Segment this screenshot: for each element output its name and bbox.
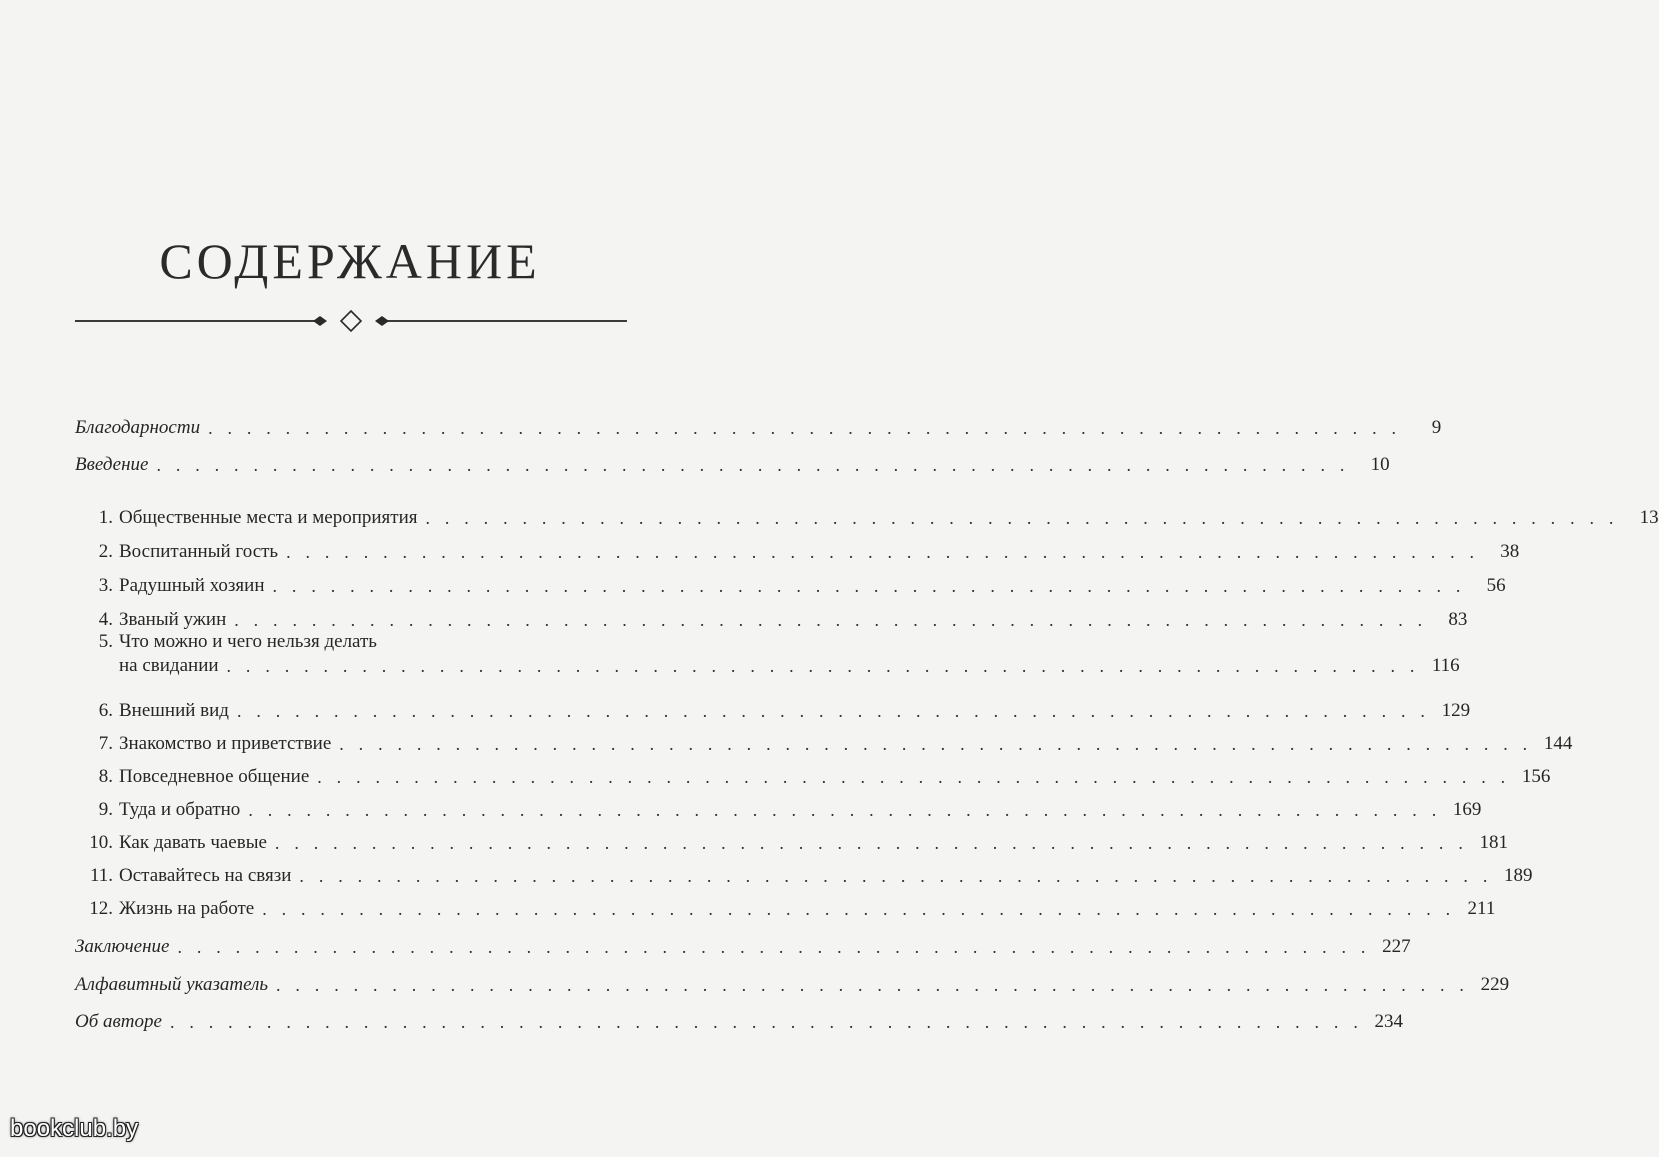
- dot-leader: . . . . . . . . . . . . . . . . . . . . . . . . . . . . . . . . . . . . . . . . . . . . . . . . . . . . . . . . . . . . . .: [274, 833, 1469, 853]
- dot-leader: . . . . . . . . . . . . . . . . . . . . . . . . . . . . . . . . . . . . . . . . . . . . . . . . . . . . . . . . . . . . . .: [286, 542, 1480, 562]
- dot-leader: . . . . . . . . . . . . . . . . . . . . . . . . . . . . . . . . . . . . . . . . . . . . . . . . . . . . . . . . . . . . . .: [276, 975, 1470, 995]
- toc-entry-chapter-3[interactable]: [75, 568, 1506, 598]
- toc-entry-page: 56: [1486, 575, 1506, 596]
- toc-entry-page: 169: [1452, 799, 1482, 820]
- toc-entry-chapter-11[interactable]: [75, 858, 1533, 888]
- chapter-number: 12.: [89, 898, 113, 919]
- dot-leader: . . . . . . . . . . . . . . . . . . . . . . . . . . . . . . . . . . . . . . . . . . . . . . . . . . . . . . . . . . . . . .: [208, 418, 1402, 438]
- chapter-number: 11.: [89, 865, 113, 886]
- chapter-number: 2.: [98, 541, 113, 562]
- chapter-number: 1.: [98, 507, 113, 528]
- toc-entry-chapter-2[interactable]: [75, 534, 1520, 564]
- toc-entry-chapter-8[interactable]: [75, 759, 1551, 789]
- chapter-title: Радушный хозяин: [119, 575, 265, 596]
- chapter-title: Воспитанный гость: [119, 541, 279, 562]
- chapter-number: 6.: [98, 700, 113, 721]
- toc-entry-label: [75, 699, 237, 723]
- toc-entry-page: 227: [1382, 936, 1411, 957]
- toc-entry-page: 189: [1504, 865, 1533, 886]
- toc-entry-label: [75, 831, 275, 855]
- toc-entry-label: [75, 864, 299, 888]
- dot-leader: . . . . . . . . . . . . . . . . . . . . . . . . . . . . . . . . . . . . . . . . . . . . . . . . . . . . . . . . . . . . . .: [272, 576, 1466, 596]
- toc-entry-label: [75, 798, 248, 822]
- chapter-number: 8.: [98, 766, 113, 787]
- toc-entry-label: [75, 897, 262, 921]
- toc-entry-chapter-12[interactable]: [75, 891, 1496, 921]
- dot-leader: . . . . . . . . . . . . . . . . . . . . . . . . . . . . . . . . . . . . . . . . . . . . . . . . . . . . . . . . . . . . . .: [299, 866, 1493, 886]
- toc-entry-page: 10: [1370, 454, 1390, 475]
- toc-entry-label: [75, 574, 273, 598]
- chapter-title: Общественные места и мероприятия: [119, 507, 418, 528]
- toc-entry-page: 116: [1431, 655, 1460, 676]
- chapter-title-continuation: на свидании: [119, 655, 219, 676]
- toc-entry-about-author[interactable]: [75, 1004, 1404, 1034]
- toc-entry-page: 13: [1639, 507, 1659, 528]
- toc-entry-page: 9: [1431, 417, 1442, 438]
- toc-entry-label: [75, 540, 286, 564]
- toc-entry-chapter-6[interactable]: [75, 693, 1471, 723]
- toc-entry-page: 229: [1480, 974, 1510, 995]
- chapter-number: 3.: [98, 575, 113, 596]
- toc-entry-label: Благодарности: [75, 417, 201, 438]
- toc-entry-label: [75, 506, 425, 530]
- chapter-number: 4.: [98, 609, 113, 630]
- dot-leader: . . . . . . . . . . . . . . . . . . . . . . . . . . . . . . . . . . . . . . . . . . . . . . . . . . . . . . . . . . . . . .: [177, 937, 1371, 957]
- toc-entry-label: Алфавитный указатель: [75, 974, 268, 995]
- toc-entry-chapter-1[interactable]: [75, 500, 1659, 530]
- toc-entry-page: 211: [1467, 898, 1496, 919]
- chapter-title: Оставайтесь на связи: [119, 865, 292, 886]
- chapter-number: 7.: [98, 733, 113, 754]
- toc-entry-chapter-9[interactable]: [75, 792, 1482, 822]
- toc-entry-chapter-5[interactable]: [75, 630, 1460, 686]
- toc-entry-conclusion[interactable]: [75, 929, 1411, 959]
- page-title: СОДЕРЖАНИЕ: [159, 233, 541, 289]
- dot-leader: . . . . . . . . . . . . . . . . . . . . . . . . . . . . . . . . . . . . . . . . . . . . . . . . . . . . . . . . . . . . . .: [425, 508, 1619, 528]
- chapter-title: Повседневное общение: [119, 766, 310, 787]
- dot-leader: . . . . . . . . . . . . . . . . . . . . . . . . . . . . . . . . . . . . . . . . . . . . . . . . . . . . . . . . . . . . . .: [234, 610, 1428, 630]
- dot-leader: . . . . . . . . . . . . . . . . . . . . . . . . . . . . . . . . . . . . . . . . . . . . . . . . . . . . . . . . . . . . . .: [169, 1012, 1364, 1032]
- title-ornament-divider: [75, 308, 627, 334]
- toc-entry-page: 156: [1521, 766, 1551, 787]
- toc-entry-introduction[interactable]: [75, 447, 1390, 477]
- toc-entry-index[interactable]: [75, 967, 1510, 997]
- chapter-title: Званый ужин: [119, 609, 227, 630]
- dot-leader: . . . . . . . . . . . . . . . . . . . . . . . . . . . . . . . . . . . . . . . . . . . . . . . . . . . . . . . . . . . . . .: [248, 800, 1442, 820]
- chapter-title: Внешний вид: [119, 700, 229, 721]
- toc-entry-page: 129: [1441, 700, 1471, 721]
- toc-entry-chapter-7[interactable]: [75, 726, 1573, 756]
- site-watermark: bookclub.by: [10, 1115, 139, 1142]
- toc-entry-chapter-4[interactable]: [75, 602, 1468, 632]
- toc-entry-label: Заключение: [75, 936, 170, 957]
- chapter-title: Туда и обратно: [119, 799, 241, 820]
- dot-leader: . . . . . . . . . . . . . . . . . . . . . . . . . . . . . . . . . . . . . . . . . . . . . . . . . . . . . . . . . . . . . .: [262, 899, 1456, 919]
- toc-entry-page: 144: [1543, 733, 1573, 754]
- dot-leader: . . . . . . . . . . . . . . . . . . . . . . . . . . . . . . . . . . . . . . . . . . . . . . . . . . . . . . . . . . . . . .: [236, 701, 1431, 721]
- toc-entry-label: [75, 608, 234, 632]
- chapter-title: Знакомство и приветствие: [119, 733, 332, 754]
- toc-entry-label: Введение: [75, 454, 149, 475]
- chapter-number: 9.: [98, 799, 113, 820]
- chapter-number: 5.: [98, 631, 113, 652]
- dot-leader: . . . . . . . . . . . . . . . . . . . . . . . . . . . . . . . . . . . . . . . . . . . . . . . . . . . . . . . . . . . . . .: [317, 767, 1511, 787]
- chapter-title: Что можно и чего нельзя делать: [119, 631, 377, 652]
- toc-entry-label: [75, 732, 339, 756]
- chapter-title: Жизнь на работе: [119, 898, 255, 919]
- dot-leader: . . . . . . . . . . . . . . . . . . . . . . . . . . . . . . . . . . . . . . . . . . . . . . . . . . . . . . . . . . . . . .: [339, 734, 1533, 754]
- chapter-title: Как давать чаевые: [119, 832, 267, 853]
- toc-entry-page: 38: [1500, 541, 1520, 562]
- toc-entry-page: 181: [1479, 832, 1509, 853]
- toc-entry-label: [75, 765, 317, 789]
- chapter-number: 10.: [89, 832, 113, 853]
- toc-entry-chapter-10[interactable]: [75, 825, 1509, 855]
- dot-leader: . . . . . . . . . . . . . . . . . . . . . . . . . . . . . . . . . . . . . . . . . . . . . . . . . . . . . . . . . . . . . .: [156, 455, 1350, 475]
- toc-entry-label: Об авторе: [75, 1011, 162, 1032]
- dot-leader: . . . . . . . . . . . . . . . . . . . . . . . . . . . . . . . . . . . . . . . . . . . . . . . . . . . . . . . . . . . . . .: [226, 656, 1420, 676]
- toc-entry-page: 83: [1448, 609, 1468, 630]
- toc-entry-label: [75, 630, 627, 654]
- toc-entry-page: 234: [1374, 1011, 1404, 1032]
- toc-entry-acknowledgements[interactable]: [75, 410, 1442, 440]
